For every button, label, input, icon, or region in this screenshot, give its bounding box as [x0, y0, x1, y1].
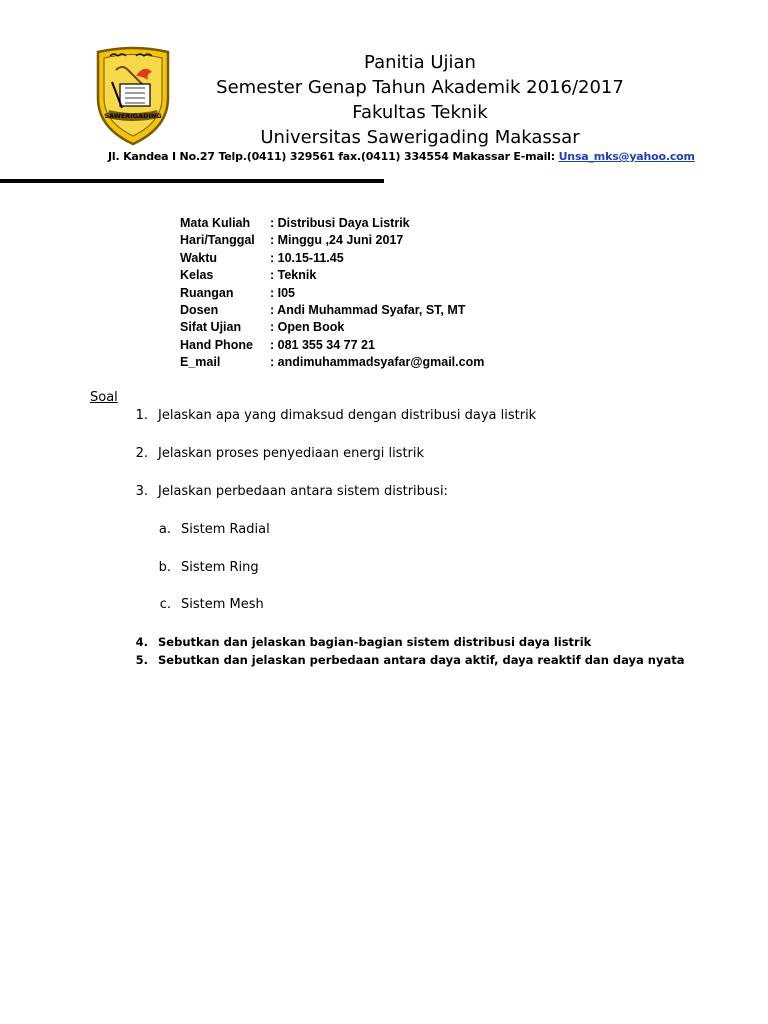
sub-item-letter: b.	[158, 560, 171, 575]
soal-heading: Soal	[90, 390, 118, 405]
info-label: Hand Phone	[180, 337, 253, 352]
address-text: Jl. Kandea I No.27 Telp.(0411) 329561 fax.(0411) 334554 Makassar E-mail:	[108, 150, 559, 163]
header-divider	[0, 179, 384, 183]
info-value: : Teknik	[270, 268, 317, 283]
info-value: : Distribusi Daya Listrik	[270, 216, 410, 230]
sub-item-text: Sistem Mesh	[181, 597, 264, 612]
question-3	[126, 484, 448, 499]
info-label: Mata Kuliah	[180, 216, 251, 230]
question-4	[126, 635, 591, 649]
info-label: Sifat Ujian	[180, 320, 242, 335]
question-text: Jelaskan proses penyediaan energi listrik	[158, 446, 425, 461]
info-label: Ruangan	[180, 285, 234, 300]
info-label: E_mail	[180, 355, 221, 370]
question-number: 4.	[135, 635, 148, 649]
question-text: Jelaskan perbedaan antara sistem distribusi:	[158, 484, 448, 499]
info-row	[180, 232, 484, 249]
question-number: 2.	[135, 446, 148, 461]
info-label: Dosen	[180, 302, 219, 317]
question-1	[126, 408, 536, 423]
exam-info	[180, 215, 484, 372]
email-link[interactable]: Unsa_mks@yahoo.com	[558, 150, 695, 163]
question-text: Jelaskan apa yang dimaksud dengan distribusi daya listrik	[158, 408, 537, 423]
question-2	[126, 446, 424, 461]
sub-item-b	[157, 560, 259, 575]
info-label: Kelas	[180, 268, 214, 283]
info-label: Hari/Tanggal	[180, 233, 255, 248]
sub-item-letter: c.	[159, 597, 171, 612]
info-row	[180, 319, 484, 336]
info-value: : Minggu ,24 Juni 2017	[270, 233, 404, 248]
faculty-title: Fakultas Teknik	[352, 102, 488, 123]
university-title: Universitas Sawerigading Makassar	[260, 127, 580, 148]
sub-item-c	[157, 597, 264, 612]
info-value: : Andi Muhammad Syafar, ST, MT	[270, 302, 466, 317]
info-row	[180, 250, 484, 267]
address-line	[108, 150, 695, 163]
question-text: Sebutkan dan jelaskan perbedaan antara daya aktif, daya reaktif dan daya nyata	[158, 653, 685, 667]
info-value: : 081 355 34 77 21	[270, 337, 375, 352]
sub-item-a	[157, 522, 270, 537]
info-value: : I05	[270, 285, 296, 300]
info-value: : andimuhammadsyafar@gmail.com	[270, 355, 485, 370]
info-row	[180, 302, 484, 319]
info-row	[180, 354, 484, 371]
question-number: 1.	[135, 408, 148, 423]
logo-text: SAWERIGADING	[104, 112, 162, 120]
info-value: : Open Book	[270, 320, 345, 335]
info-row	[180, 337, 484, 354]
info-row	[180, 215, 484, 232]
question-5	[126, 653, 684, 667]
question-number: 3.	[135, 484, 148, 499]
sub-item-text: Sistem Radial	[181, 522, 270, 537]
sub-item-letter: a.	[158, 522, 171, 537]
info-label: Waktu	[180, 250, 218, 265]
question-text: Sebutkan dan jelaskan bagian-bagian sistem distribusi daya listrik	[158, 635, 592, 649]
info-row	[180, 267, 484, 284]
info-row	[180, 285, 484, 302]
header	[160, 50, 680, 150]
info-value: : 10.15-11.45	[270, 250, 344, 265]
semester-title: Semester Genap Tahun Akademik 2016/2017	[216, 77, 624, 98]
sub-item-text: Sistem Ring	[181, 560, 259, 575]
question-number: 5.	[135, 653, 148, 667]
committee-title: Panitia Ujian	[364, 52, 476, 73]
